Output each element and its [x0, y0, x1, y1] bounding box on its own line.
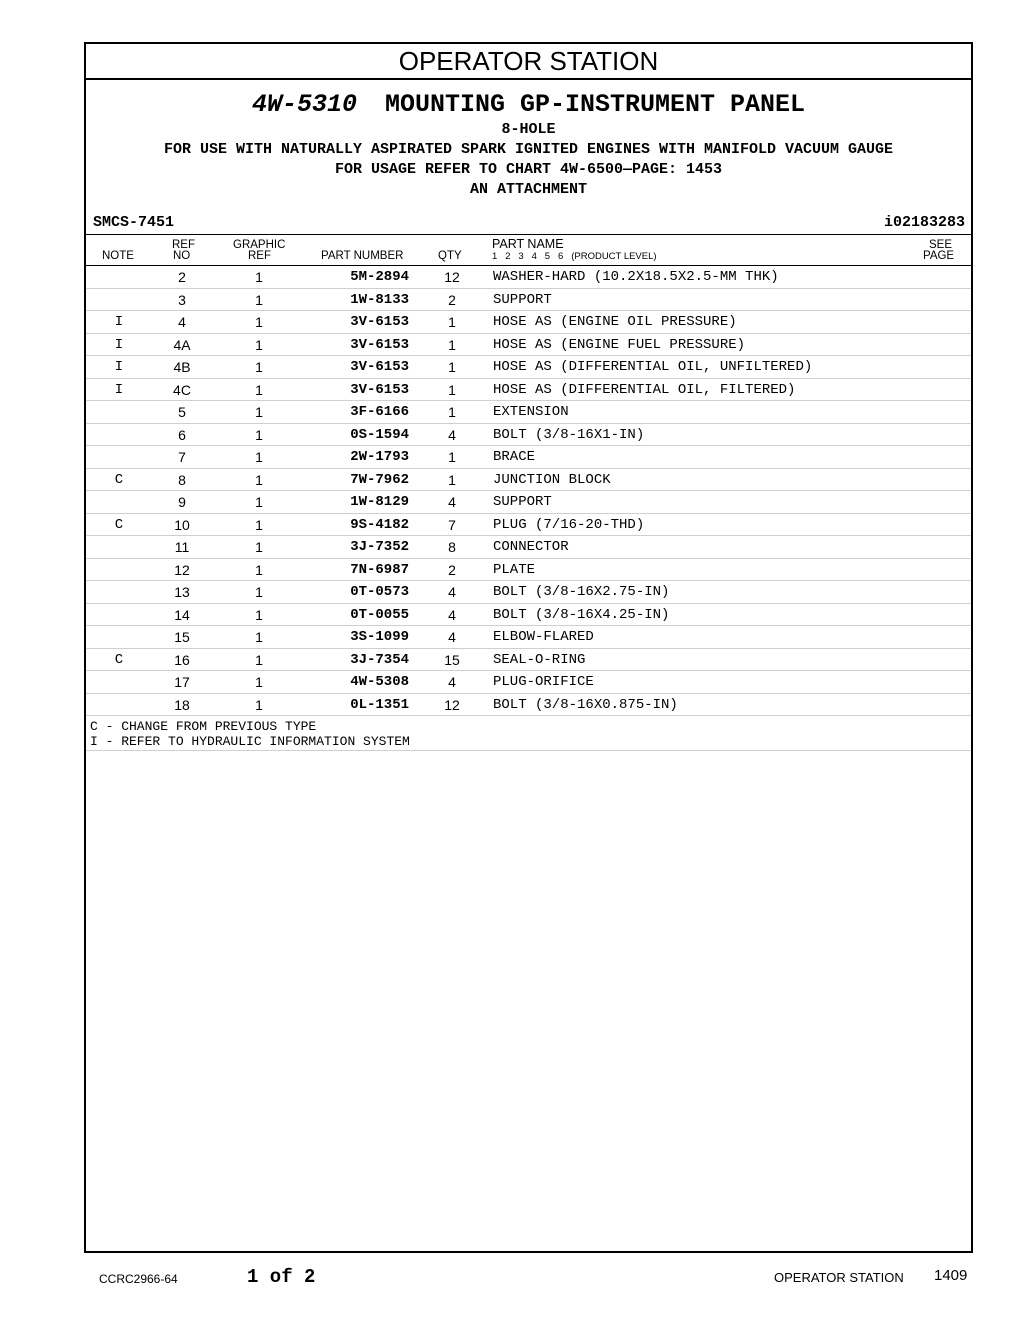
ref-no: 3: [178, 291, 186, 308]
ref-no: 8: [178, 471, 186, 488]
header-qty: QTY: [438, 250, 462, 262]
parts-list-frame: [84, 42, 973, 1253]
part-number: 3S-1099: [350, 629, 409, 645]
note-flag: I: [114, 381, 124, 398]
part-number: 3V-6153: [350, 314, 409, 330]
identifier-row: [86, 212, 971, 234]
graphic-ref: 1: [255, 291, 263, 308]
ref-no: 2: [178, 269, 186, 285]
ref-no: 17: [174, 674, 190, 690]
part-number: 0L-1351: [350, 696, 409, 713]
note-flag: I: [114, 314, 124, 330]
header-ref-bottom: NO: [173, 250, 191, 262]
part-name: PLUG (7/16-20-THD): [493, 516, 645, 533]
table-row: [86, 536, 971, 559]
header-graphic-bottom: REF: [248, 250, 271, 262]
header-part-number: PART NUMBER: [321, 250, 404, 262]
header-ref-top: REF: [172, 239, 195, 251]
table-row: [86, 694, 971, 717]
part-name: BOLT (3/8-16X1-IN): [493, 426, 645, 443]
note-hydraulic: I - REFER TO HYDRAULIC INFORMATION SYSTEM: [90, 734, 410, 749]
ref-no: 11: [174, 539, 190, 555]
table-row: [86, 469, 971, 492]
page-footer: [0, 1262, 1020, 1292]
page-number: 1409: [934, 1267, 968, 1284]
quantity: 4: [448, 606, 456, 623]
ref-no: 13: [174, 584, 190, 600]
graphic-ref: 1: [255, 336, 263, 353]
quantity: 4: [448, 674, 456, 690]
graphic-ref: 1: [255, 404, 263, 420]
quantity: 1: [448, 381, 456, 398]
table-row: [86, 424, 971, 447]
note-flag: C: [114, 516, 124, 533]
graphic-ref: 1: [255, 314, 263, 330]
graphic-ref: 1: [255, 651, 263, 668]
note-flag: C: [114, 651, 124, 668]
document-code: CCRC2966-64: [99, 1272, 178, 1286]
part-name: PLUG-ORIFICE: [493, 674, 594, 690]
group-subtitle-hole: 8-HOLE: [501, 121, 556, 138]
table-row: [86, 289, 971, 312]
section-title: OPERATOR STATION: [86, 44, 971, 80]
notes-block: [86, 716, 971, 751]
graphic-ref: 1: [255, 674, 263, 690]
part-name: SUPPORT: [493, 291, 552, 308]
parts-table-body: [86, 266, 971, 716]
table-row: [86, 671, 971, 694]
ref-no: 18: [174, 696, 190, 713]
part-name: PLATE: [493, 561, 536, 578]
table-row: [86, 311, 971, 334]
part-name: EXTENSION: [493, 404, 569, 420]
ref-no: 9: [178, 494, 186, 510]
table-row: [86, 446, 971, 469]
group-name: MOUNTING GP-INSTRUMENT PANEL: [384, 90, 806, 119]
table-row: [86, 491, 971, 514]
ref-no: 4: [178, 314, 186, 330]
graphic-ref: 1: [255, 584, 263, 600]
quantity: 4: [448, 426, 456, 443]
group-title-block: [86, 80, 971, 200]
quantity: 4: [448, 629, 456, 645]
graphic-ref: 1: [255, 426, 263, 443]
part-name: CONNECTOR: [493, 539, 569, 555]
group-number: 4W-5310: [251, 90, 357, 119]
quantity: 1: [448, 314, 456, 330]
ref-no: 10: [174, 516, 190, 533]
quantity: 15: [444, 651, 460, 668]
quantity: 1: [448, 359, 456, 375]
table-row: [86, 514, 971, 537]
part-name: SUPPORT: [493, 494, 552, 510]
group-title: [86, 90, 971, 120]
quantity: 7: [448, 516, 456, 533]
graphic-ref: 1: [255, 381, 263, 398]
part-name: BOLT (3/8-16X2.75-IN): [493, 584, 670, 600]
graphic-ref: 1: [255, 471, 263, 488]
table-row: [86, 649, 971, 672]
part-number: 0T-0573: [350, 584, 409, 600]
ref-no: 6: [178, 426, 186, 443]
table-row: [86, 604, 971, 627]
part-number: 3V-6153: [350, 336, 409, 353]
column-header: [86, 234, 971, 266]
quantity: 4: [448, 584, 456, 600]
quantity: 2: [448, 291, 456, 308]
ref-no: 16: [174, 651, 190, 668]
part-number: 5M-2894: [350, 269, 409, 285]
table-row: [86, 626, 971, 649]
table-row: [86, 401, 971, 424]
quantity: 4: [448, 494, 456, 510]
graphic-ref: 1: [255, 516, 263, 533]
part-name: BRACE: [493, 449, 536, 465]
quantity: 1: [448, 471, 456, 488]
ref-no: 4C: [173, 381, 191, 398]
quantity: 1: [448, 404, 456, 420]
part-number: 3J-7354: [350, 651, 409, 668]
note-flag: C: [114, 471, 124, 488]
part-number: 1W-8133: [350, 291, 409, 308]
graphic-ref: 1: [255, 269, 263, 285]
group-subtitle-attachment: AN ATTACHMENT: [469, 181, 588, 198]
header-part-name: PART NAME: [492, 237, 564, 251]
part-name: WASHER-HARD (10.2X18.5X2.5-MM THK): [493, 269, 779, 285]
group-subtitle-usage: FOR USE WITH NATURALLY ASPIRATED SPARK IGNITED ENGINES WITH MANIFOLD VACUUM GAUGE: [163, 141, 894, 158]
ref-no: 12: [174, 561, 190, 578]
quantity: 1: [448, 449, 456, 465]
smcs-code: SMCS-7451: [93, 214, 175, 231]
ref-no: 4A: [173, 336, 191, 353]
quantity: 8: [448, 539, 456, 555]
table-row: [86, 581, 971, 604]
part-number: 3J-7352: [350, 539, 409, 555]
header-product-levels: 1 2 3 4 5 6 (PRODUCT LEVEL): [492, 251, 657, 262]
quantity: 12: [444, 696, 460, 713]
header-see-bottom: PAGE: [923, 250, 955, 262]
graphic-ref: 1: [255, 696, 263, 713]
header-note: NOTE: [102, 250, 134, 262]
part-number: 7N-6987: [350, 561, 409, 578]
part-number: 2W-1793: [350, 449, 409, 465]
part-name: HOSE AS (DIFFERENTIAL OIL, FILTERED): [493, 381, 796, 398]
note-change: C - CHANGE FROM PREVIOUS TYPE: [90, 719, 317, 734]
part-name: HOSE AS (ENGINE FUEL PRESSURE): [493, 336, 746, 353]
graphic-ref: 1: [255, 539, 263, 555]
part-number: 3F-6166: [350, 404, 409, 420]
ref-no: 4B: [173, 359, 191, 375]
part-number: 3V-6153: [350, 359, 409, 375]
note-flag: I: [114, 359, 124, 375]
quantity: 2: [448, 561, 456, 578]
graphic-ref: 1: [255, 449, 263, 465]
quantity: 12: [444, 269, 460, 285]
header-see-top: SEE: [929, 239, 953, 251]
graphic-ref: 1: [255, 494, 263, 510]
part-name: BOLT (3/8-16X4.25-IN): [493, 606, 670, 623]
part-number: 3V-6153: [350, 381, 409, 398]
illustration-id: i02183283: [883, 214, 965, 231]
part-name: SEAL-O-RING: [493, 651, 586, 668]
part-number: 7W-7962: [350, 471, 409, 488]
ref-no: 14: [174, 606, 190, 623]
table-row: [86, 559, 971, 582]
part-number: 1W-8129: [350, 494, 409, 510]
part-number: 0S-1594: [350, 426, 409, 443]
part-number: 4W-5308: [350, 674, 409, 690]
footer-section-title: OPERATOR STATION: [774, 1270, 904, 1285]
ref-no: 15: [174, 629, 190, 645]
header-graphic-top: GRAPHIC: [233, 239, 286, 251]
part-name: ELBOW-FLARED: [493, 629, 594, 645]
table-row: [86, 266, 971, 289]
graphic-ref: 1: [255, 606, 263, 623]
table-row: [86, 334, 971, 357]
part-number: 9S-4182: [350, 516, 409, 533]
part-name: JUNCTION BLOCK: [493, 471, 611, 488]
part-name: HOSE AS (ENGINE OIL PRESSURE): [493, 314, 737, 330]
graphic-ref: 1: [255, 359, 263, 375]
page-count: 1 of 2: [247, 1266, 316, 1288]
ref-no: 5: [178, 404, 186, 420]
ref-no: 7: [178, 449, 186, 465]
part-name: HOSE AS (DIFFERENTIAL OIL, UNFILTERED): [493, 359, 813, 375]
graphic-ref: 1: [255, 629, 263, 645]
note-flag: I: [114, 336, 124, 353]
table-row: [86, 379, 971, 402]
part-name: BOLT (3/8-16X0.875-IN): [493, 696, 678, 713]
group-subtitle-chart-ref: FOR USAGE REFER TO CHART 4W-6500—PAGE: 1453: [334, 161, 723, 178]
table-row: [86, 356, 971, 379]
part-number: 0T-0055: [350, 606, 409, 623]
graphic-ref: 1: [255, 561, 263, 578]
quantity: 1: [448, 336, 456, 353]
